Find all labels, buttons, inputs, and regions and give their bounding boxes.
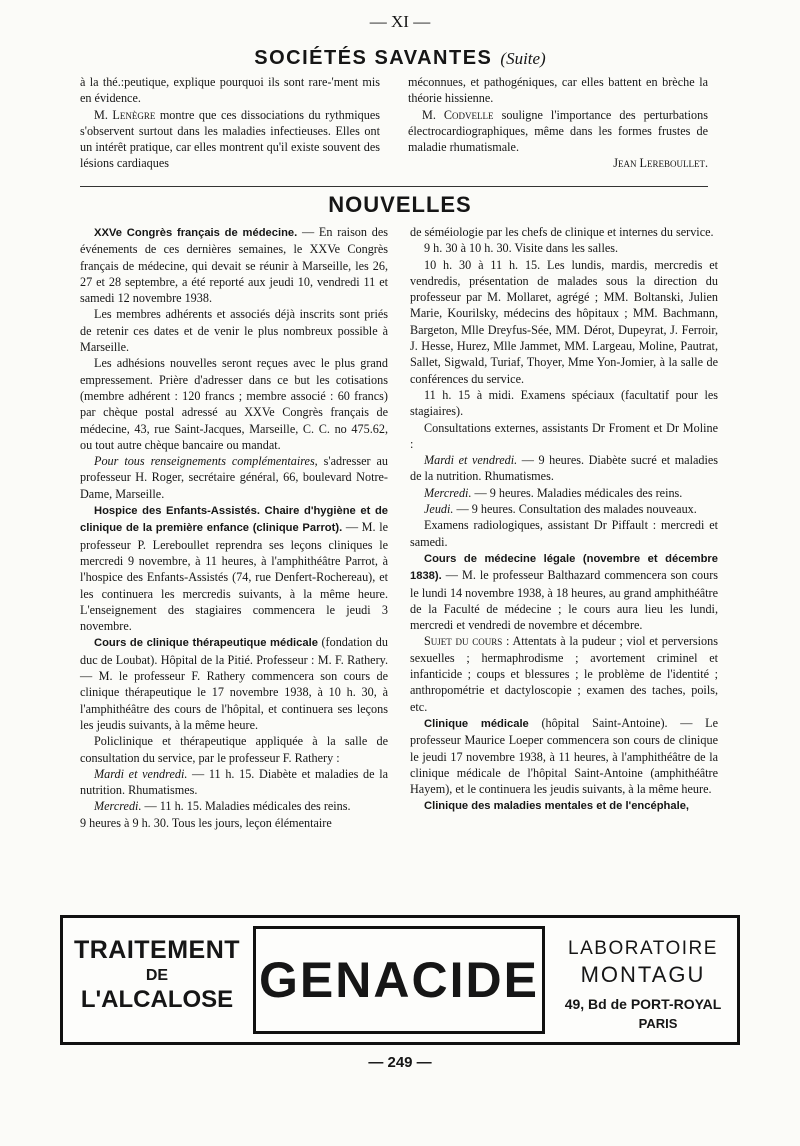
section-header <box>0 47 800 70</box>
paragraph <box>80 766 388 799</box>
italic-text: Mardi et vendredi. <box>424 453 518 468</box>
author-signature: Jean Lereboullet. <box>613 156 708 171</box>
paragraph <box>410 452 718 485</box>
paragraph-text: (hôpital Saint-Antoine). — Le professeur Maurice Loeper commencera son cours de clinique le jeudi 17 novembre 1938, à 11 heures, à l'amphithéâtre de la clinique médicale de l'hôpital Saint-Antoine (amphithéâtre Hayem), et le continuera les jeudis suivants, à la même heure. <box>410 715 718 797</box>
paragraph: Policlinique et thérapeutique appliquée à la salle de consultation du service, par le professeur F. Rathery : <box>80 734 388 765</box>
speaker-name: M. Codvelle <box>422 107 494 122</box>
ad-lab-label: LABORATOIRE <box>568 938 718 959</box>
paragraph <box>80 634 388 733</box>
item-heading: XXVe Congrès français de médecine. <box>94 227 298 239</box>
ad-treatment-line: TRAITEMENT <box>73 936 241 964</box>
paragraph: Les membres adhérents et associés déjà inscrits sont priés de retenir ces dates et de venir le plus nombreux possible à Marseille. <box>80 307 388 355</box>
paragraph <box>410 797 718 814</box>
societes-continuation <box>80 74 708 172</box>
page-number: — 249 — <box>368 1054 432 1071</box>
paragraph-text: — M. le professeur Balthazard commencera son cours le lundi 14 novembre 1938, à 18 heures, au grand amphithéâtre de la Faculté de médecine ; le cours aura lieu les lundi, mercredi et vendredi de novembre et décembre. <box>410 568 718 633</box>
small-caps-label: Sujet du cours <box>424 634 503 649</box>
paragraph: 9 h. 30 à 10 h. 30. Visite dans les salles. <box>424 241 619 256</box>
paragraph <box>80 502 388 634</box>
paragraph <box>80 224 388 306</box>
ad-lab-address: 49, Bd de PORT-ROYAL <box>564 996 722 1012</box>
news-columns <box>80 224 718 831</box>
ad-alcalose-line: L'ALCALOSE <box>80 986 234 1013</box>
paragraph-text: — 11 h. 15. Maladies médicales des reins. <box>141 799 351 814</box>
paragraph-text: (fondation du duc de Loubat). Hôpital de la Pitié. Professeur : M. F. Rathery. — M. le professeur F. Rathery commencera son cours de clinique thérapeutique le 17 novembre 1938, à 10 h. 30, à l'amphithéâtre des cours de l'hôpital, et continuera ses leçons les jeudis suivants, à la même heure. <box>80 635 388 732</box>
paragraph: 9 heures à 9 h. 30. Tous les jours, leçon élémentaire <box>80 815 332 830</box>
paragraph-text: s'adresser au professeur H. Roger, secrétaire général, 66, boulevard Notre-Dame, Marseille. <box>80 454 388 501</box>
italic-text: Mercredi. <box>94 799 142 814</box>
item-heading: Cours de clinique thérapeutique médicale <box>94 637 318 650</box>
paragraph <box>410 715 718 797</box>
paragraph: 11 h. 15 à midi. Examens spéciaux (facultatif pour les stagiaires). <box>410 387 718 419</box>
news-title: NOUVELLES <box>328 192 472 217</box>
item-heading: Hospice des Enfants-Assistés. Chaire d'hygiène et de clinique de la première enfance (clinique Parrot). <box>80 505 388 535</box>
paragraph <box>80 453 388 502</box>
paragraph <box>408 107 708 156</box>
paragraph-text: montre que ces dissociations du rythmiques s'observent surtout dans les maladies infectieuses. Elles ont un intérêt pratique, car elles montrent qu'il existe souvent des lésions cardiaques <box>80 107 380 171</box>
top-right-column <box>408 74 708 172</box>
paragraph-text: — 11 h. 15. Diabète et maladies de la nutrition. Rhumatismes. <box>80 766 389 798</box>
item-heading: Clinique des maladies mentales et de l'encéphale, <box>424 800 690 813</box>
paragraph: Examens radiologiques, assistant Dr Piffault : mercredi et samedi. <box>410 518 718 549</box>
paragraph: méconnues, et pathogéniques, car elles battent en brèche la théorie hissienne. <box>408 75 708 106</box>
ad-de-line: DE <box>145 967 169 984</box>
paragraph-text: souligne l'importance des perturbations électrocardiographiques, même dans les formes frustes de maladie rhumatismale. <box>408 107 708 155</box>
section-divider <box>80 186 708 187</box>
paragraph-text: — En raison des événements de ces dernières semaines, le XXVe Congrès français de médecine, qui devait se réunir à Marseille, les 26, 27 et 28 septembre, a été reporté aux jeudi 10, vendredi 11 et samedi 12 novembre 1938. <box>80 225 388 306</box>
section-title: SOCIÉTÉS SAVANTES <box>254 47 493 69</box>
paragraph <box>410 485 718 501</box>
italic-text: Mercredi. <box>424 485 472 500</box>
ad-lab-name: MONTAGU <box>580 962 706 987</box>
italic-text: Jeudi. <box>424 502 454 517</box>
item-heading: Clinique médicale <box>424 717 529 730</box>
ad-lab-city: PARIS <box>638 1016 678 1031</box>
genacide-advertisement <box>60 915 740 1045</box>
news-left-column <box>80 224 388 831</box>
paragraph-text: — 9 heures. Diabète sucré et maladies de la nutrition. Rhumatismes. <box>410 453 719 484</box>
ad-left-panel <box>69 922 245 1038</box>
paragraph: 10 h. 30 à 11 h. 15. Les lundis, mardis, mercredis et vendredis, présentation de malades sous la direction du professeur par M. Mollaret, agrégé ; MM. Boltanski, Julien Marie, Kourilsky, médecins des hôpitaux ; MM. Bachmann, Bargeton, Mlle Dreyfus-Sée, MM. Dérot, Dupeyrat, J. Ferroir, J. Hesse, Hurez, Mlle Jammet, MM. Largeau, Moline, Pautrat, Sallet, Sigwald, Turiaf, Thoyer, Mme Yon-Jomier, à la salle de conférences du service. <box>410 257 718 386</box>
italic-text: Pour tous renseignements complémentaires, <box>94 454 318 469</box>
top-folio: — XI — <box>369 12 431 31</box>
paragraph <box>410 633 718 714</box>
paragraph: à la thé.:peutique, explique pourquoi ils sont rare-'ment mis en évidence. <box>80 75 380 106</box>
news-right-column <box>410 224 718 831</box>
paragraph <box>80 107 380 172</box>
paragraph: de séméiologie par les chefs de clinique et internes du service. <box>410 225 714 239</box>
top-left-column <box>80 74 380 172</box>
item-heading: Cours de médecine légale (novembre et décembre 1838). <box>410 552 718 583</box>
speaker-name: M. Lenègre <box>94 107 156 122</box>
paragraph <box>80 798 388 814</box>
ad-brand-box: GENACIDE <box>253 926 545 1034</box>
paragraph <box>410 501 718 517</box>
paragraph <box>410 550 718 633</box>
paragraph: Les adhésions nouvelles seront reçues avec le plus grand empressement. Prière d'adresser dans ce but les cotisations (membre adhérent : 120 francs ; membre associé : 60 francs) par chèque postal adressé au XXVe Congrès français de médecine, 43, rue Saint-Jacques, Marseille, C. C. no 475.62, ou tout autre chèque bancaire ou mandat. <box>80 356 388 452</box>
paragraph: Consultations externes, assistants Dr Froment et Dr Moline : <box>410 420 718 451</box>
section-suffix: (Suite) <box>500 49 546 68</box>
italic-text: Mardi et vendredi. <box>94 766 188 781</box>
paragraph-text: — M. le professeur P. Lereboullet reprendra ses leçons cliniques le mercredi 9 novembre, à 11 heures, à l'amphithéâtre Parrot, à l'hospice des Enfants-Assistés (74, rue Denfert-Rochereau), et les continuera les mercredis suivants, à la même heure. L'enseignement des stagiaires commencera le jeudi 3 novembre. <box>80 520 388 634</box>
ad-laboratory-panel <box>557 922 729 1038</box>
paragraph-text: — 9 heures. Consultation des malades nouveaux. <box>453 502 697 517</box>
paragraph-text: : Attentats à la pudeur ; viol et perversions sexuelles ; hermaphrodisme ; avortement criminel et infanticide ; coups et blessures ; le problème de l'identité ; anthropométrie et dactyloscopie ; examen des taches, poils, etc. <box>410 634 718 714</box>
paragraph-text: — 9 heures. Maladies médicales des reins. <box>471 485 683 500</box>
